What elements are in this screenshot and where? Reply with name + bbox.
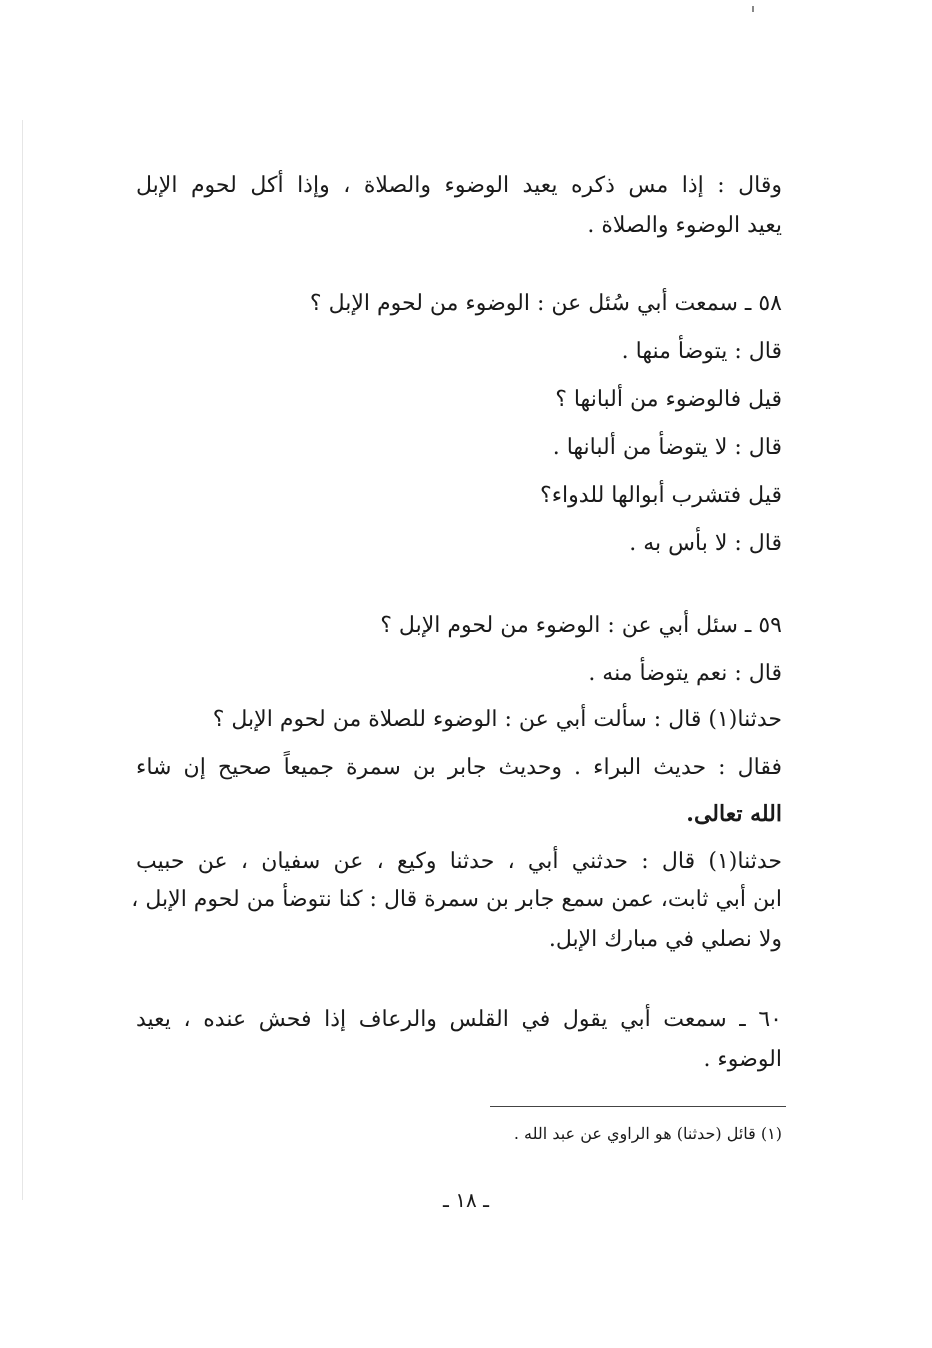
text-line: فقال : حديث البراء . وحديث جابر بن سمرة جميعاً صحيح إن شاء (136, 755, 782, 780)
text-line: وقال : إذا مس ذكره يعيد الوضوء والصلاة ، وإذا أكل لحوم الإبل (136, 173, 782, 198)
text-line: ٦٠ ـ سمعت أبي يقول في القلس والرعاف إذا فحش عنده ، يعيد (136, 1007, 782, 1032)
text-line: الله تعالى. (686, 801, 782, 827)
text-line: حدثنا(١) قال : حدثني أبي ، حدثنا وكيع ، عن سفيان ، عن حبيب (136, 849, 782, 874)
text-line: قال : لا يتوضأ من ألبانها . (552, 435, 782, 460)
text-line: الوضوء . (703, 1047, 782, 1072)
scan-mark (752, 6, 754, 12)
footnote-divider (490, 1106, 786, 1107)
text-line: ابن أبي ثابت، عمن سمع جابر بن سمرة قال : كنا نتوضأ من لحوم الإبل ، (131, 887, 782, 912)
text-line: ٥٩ ـ سئل أبي عن : الوضوء من لحوم الإبل ؟ (380, 613, 782, 638)
left-margin-line (22, 120, 23, 1200)
text-line: قال : يتوضأ منها . (621, 339, 782, 364)
text-line: ٥٨ ـ سمعت أبي سُئل عن : الوضوء من لحوم الإبل ؟ (309, 291, 782, 316)
text-line: قال : لا بأس به . (629, 531, 782, 556)
text-line: حدثنا(١) قال : سألت أبي عن : الوضوء للصلاة من لحوم الإبل ؟ (212, 707, 782, 732)
text-line: قيل فتشرب أبوالها للدواء؟ (540, 483, 782, 508)
page-number: ـ ١٨ ـ (443, 1188, 489, 1212)
footnote: (١) قائل (حدثنا) هو الراوي عن عبد الله . (513, 1124, 782, 1143)
text-line: قال : نعم يتوضأ منه . (588, 661, 782, 686)
text-line: ولا نصلي في مبارك الإبل. (548, 927, 782, 952)
text-line: قيل فالوضوء من ألبانها ؟ (555, 387, 782, 412)
text-line: يعيد الوضوء والصلاة . (587, 213, 782, 238)
